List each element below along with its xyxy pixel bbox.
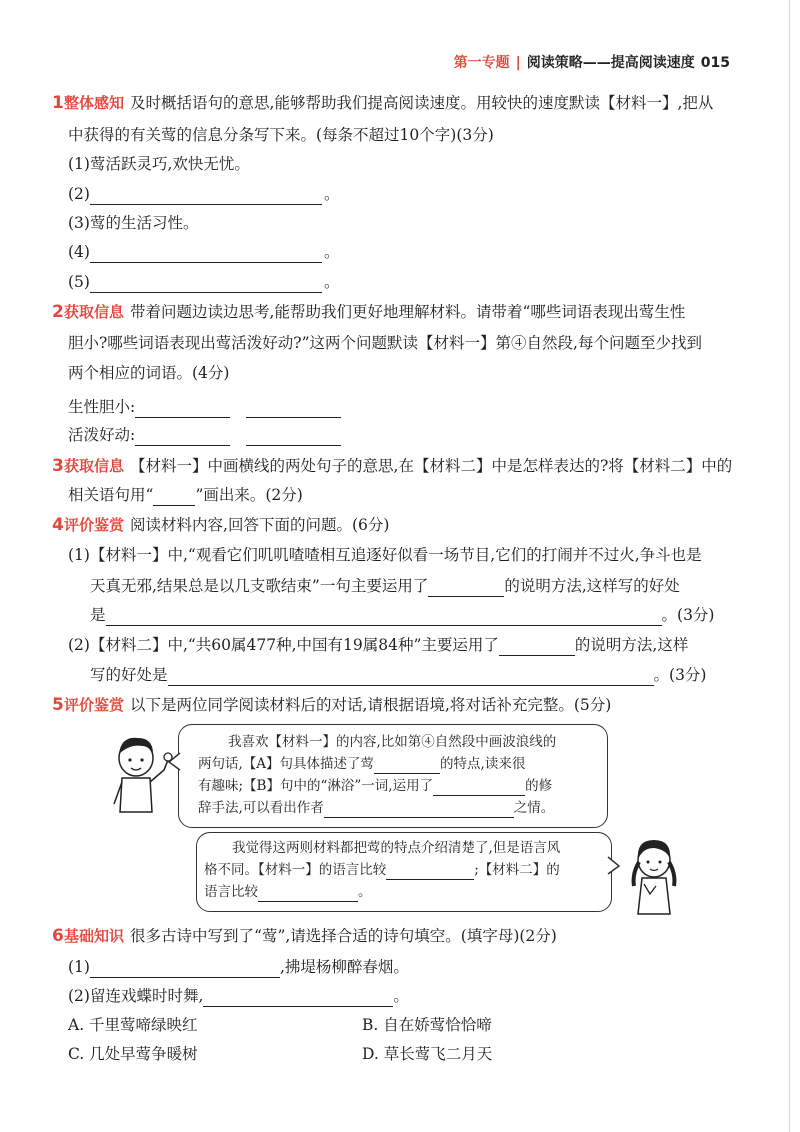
q1-item5: (5) 。: [68, 273, 340, 291]
q2-stem-line2: 胆小?哪些词语表现出莺活泼好动?”这两个问题默读【材料一】第④自然段,每个问题至少找到: [68, 334, 702, 352]
q1-item1: (1)莺活跃灵巧,欢快无忧。: [68, 155, 250, 173]
q6-blank-2[interactable]: [203, 988, 393, 1007]
q6-option-b: B. 自在娇莺恰恰啼: [362, 1016, 492, 1034]
q4-p1-line3: 是 。(3分): [90, 606, 715, 624]
q6-option-c: C. 几处早莺争暖树: [68, 1045, 198, 1063]
q6-blank-1[interactable]: [90, 959, 280, 978]
page-number: 015: [700, 55, 730, 71]
q4-p2-benefit-blank[interactable]: [168, 667, 654, 686]
q5-stem: 5评价鉴赏 以下是两位同学阅读材料后的对话,请根据语境,将对话补充完整。(5分): [52, 695, 612, 715]
q6-option-d: D. 草长莺飞二月天: [362, 1045, 493, 1063]
bubble-1-line3: 有趣味;【B】句中的“淋浴”一词,运用了 的修: [198, 778, 553, 794]
girl-illustration: [622, 832, 686, 922]
q2-timid-blank-1[interactable]: [135, 399, 230, 418]
q6-line2: (2)留连戏蝶时时舞, 。: [68, 987, 409, 1005]
q4-stem: 4评价鉴赏 阅读材料内容,回答下面的问题。(6分): [52, 515, 390, 535]
q2-tag: 获取信息: [64, 303, 125, 321]
bubble-1-tail: [168, 752, 182, 772]
bubble-1-line2: 两句话,【A】句具体描述了莺 的特点,读来很: [198, 756, 526, 772]
q1-tag: 整体感知: [64, 94, 125, 112]
page-header: 第一专题 | 阅读策略——提高阅读速度 015: [453, 55, 730, 71]
q2-stem-line1: 2获取信息 带着问题边读边思考,能帮助我们更好地理解材料。请带着“哪些词语表现出莺生性: [52, 302, 686, 322]
q1-item3: (3)莺的生活习性。: [68, 214, 199, 232]
header-chapter: 第一专题: [453, 55, 510, 71]
bubble-2-tail: [606, 856, 620, 876]
q4-tag: 评价鉴赏: [64, 516, 125, 534]
q6-line1: (1) ,拂堤杨柳醉春烟。: [68, 958, 409, 976]
q3-number: 3: [52, 456, 64, 476]
q3-stem-line1: 3获取信息 【材料一】中画横线的两处句子的意思,在【材料二】中是怎样表达的?将【材料二】中的: [52, 456, 733, 476]
boy-illustration: [106, 730, 174, 826]
q4-number: 4: [52, 515, 64, 535]
q3-mark-sample: [153, 487, 195, 506]
q2-number: 2: [52, 302, 64, 322]
q2-active-blank-2[interactable]: [246, 427, 341, 446]
q4-p1-method-blank[interactable]: [428, 578, 504, 597]
q1-stem-line1: 1整体感知 及时概括语句的意思,能够帮助我们提高阅读速度。用较快的速度默读【材料一】,把从: [52, 93, 714, 113]
q2-timid-blank-2[interactable]: [246, 399, 341, 418]
q4-p1-benefit-blank[interactable]: [106, 607, 662, 626]
q5-tag: 评价鉴赏: [64, 696, 125, 714]
bubble-1-line4: 辞手法,可以看出作者 之情。: [198, 800, 555, 816]
q4-p2-line1: (2)【材料二】中,“共60属477种,中国有19属84种”主要运用了 的说明方法,这样: [68, 636, 689, 654]
q6-stem: 6基础知识 很多古诗中写到了“莺”,请选择合适的诗句填空。(填字母)(2分): [52, 926, 557, 946]
q6-tag: 基础知识: [64, 927, 125, 945]
q1-answer-blank-4[interactable]: [90, 244, 322, 263]
header-title: 阅读策略——提高阅读速度: [526, 55, 695, 71]
q3-stem-line2: 相关语句用“ ”画出来。(2分): [68, 486, 303, 504]
q2-active-row: 活泼好动:: [68, 424, 341, 446]
bubble-2-line2: 格不同。【材料一】的语言比较 ;【材料二】的: [204, 862, 560, 878]
q5-blank-a[interactable]: [374, 757, 440, 774]
q1-item4: (4) 。: [68, 243, 340, 261]
q4-p1-line2: 天真无邪,结果总是以几支歌结束”一句主要运用了 的说明方法,这样写的好处: [90, 577, 680, 595]
q4-p2-method-blank[interactable]: [499, 637, 575, 656]
q2-stem-line3: 两个相应的词语。(4分): [68, 364, 230, 382]
q5-blank-c[interactable]: [324, 801, 514, 818]
bubble-1-line1: 我喜欢【材料一】的内容,比如第④自然段中画波浪线的: [228, 734, 557, 750]
q4-p1-line1: (1)【材料一】中,“观看它们叽叽喳喳相互追逐好似看一场节目,它们的打闹并不过火,争斗也是: [68, 546, 702, 564]
q2-timid-row: 生性胆小:: [68, 396, 341, 418]
q1-stem-line2: 中获得的有关莺的信息分条写下来。(每条不超过10个字)(3分): [68, 126, 494, 144]
q5-blank-e[interactable]: [258, 885, 358, 902]
q5-blank-b[interactable]: [433, 779, 525, 796]
page-edge: [789, 0, 790, 1132]
q1-item2: (2) 。: [68, 185, 340, 203]
q1-number: 1: [52, 93, 64, 113]
bubble-2-line1: 我觉得这两则材料都把莺的特点介绍清楚了,但是语言风: [232, 840, 561, 856]
q5-number: 5: [52, 695, 64, 715]
q2-active-blank-1[interactable]: [135, 427, 230, 446]
bubble-2-line3: 语言比较 。: [204, 884, 372, 900]
q3-tag: 获取信息: [64, 457, 125, 475]
q6-number: 6: [52, 926, 64, 946]
q1-answer-blank-2[interactable]: [90, 186, 322, 205]
q4-p2-line2: 写的好处是 。(3分): [90, 666, 707, 684]
q5-blank-d[interactable]: [386, 863, 474, 880]
q6-option-a: A. 千里莺啼绿映红: [68, 1016, 198, 1034]
q1-answer-blank-5[interactable]: [90, 274, 322, 293]
